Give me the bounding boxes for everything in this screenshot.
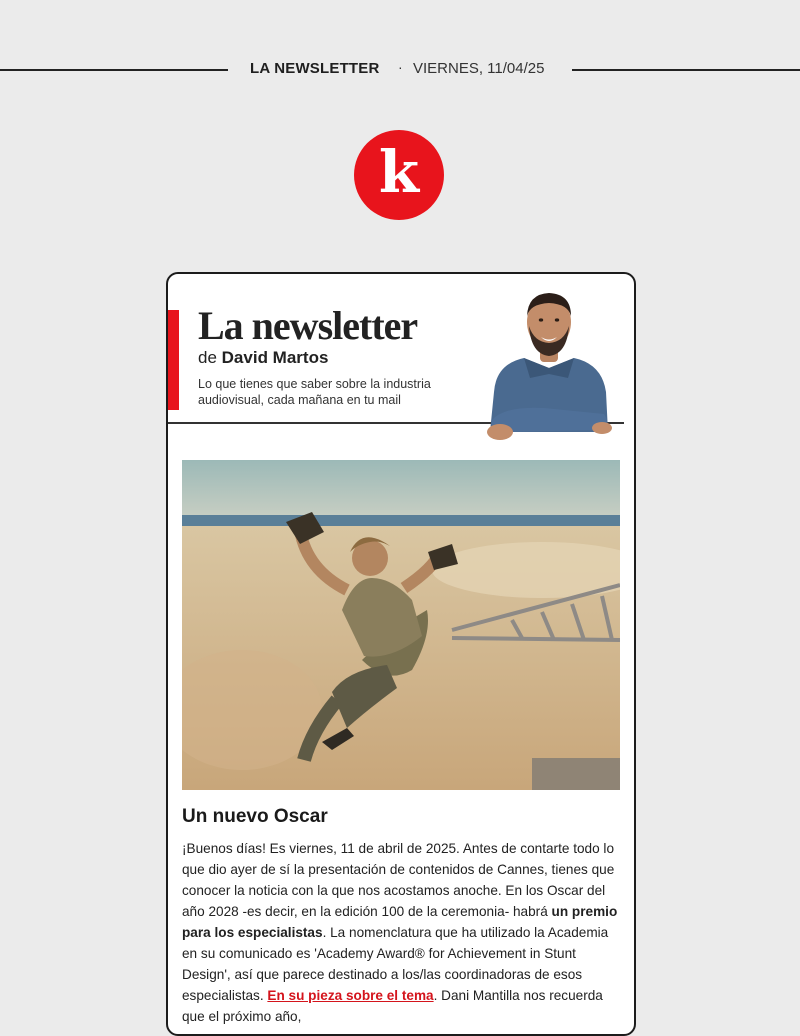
article-body <box>182 838 618 1027</box>
header-rule-right <box>572 69 800 71</box>
newsletter-label: LA NEWSLETTER <box>250 60 380 77</box>
brand-logo[interactable] <box>354 130 444 220</box>
byline-prefix: de <box>198 348 217 367</box>
article-title: Un nuevo Oscar <box>182 806 328 827</box>
newsletter-card <box>166 272 636 1036</box>
article-text-1: ¡Buenos días! Es viernes, 11 de abril de 2025. Antes de contarte todo lo que dio ayer de sí la presentación de contenidos de Cannes, tienes que conocer la noticia con la que nos acostamos anoche. En los Oscar del año 2028 -es decir, en la edición 100 de la ceremonia- habrá <box>182 841 615 919</box>
tagline: Lo que tienes que saber sobre la industria audiovisual, cada mañana en tu mail <box>198 377 431 407</box>
hero-image <box>182 460 620 790</box>
byline <box>198 348 328 368</box>
logo-letter: k <box>378 138 420 206</box>
header-rule-left <box>0 69 228 71</box>
article-text-3: . Dani Mantilla nos recuerda que el próximo año, <box>182 988 603 1024</box>
article-bold-1: un premio para los especialistas <box>182 904 618 940</box>
newsletter-title: La newsletter <box>198 303 418 348</box>
header-separator: · <box>398 59 403 75</box>
author-portrait <box>484 282 614 452</box>
article-link[interactable]: En su pieza sobre el tema <box>267 988 434 1003</box>
newsletter-date: VIERNES, 11/04/25 <box>413 60 545 77</box>
newsletter-header-strip <box>0 58 800 82</box>
author-name: David Martos <box>221 348 329 367</box>
accent-bar <box>168 310 179 410</box>
article-text-2: . La nomenclatura que ha utilizado la Academia en su comunicado es 'Academy Award® for Achievement in Stunt Design', así que parece destinado a los/las coordinadoras de esos especialistas. <box>182 925 609 1003</box>
